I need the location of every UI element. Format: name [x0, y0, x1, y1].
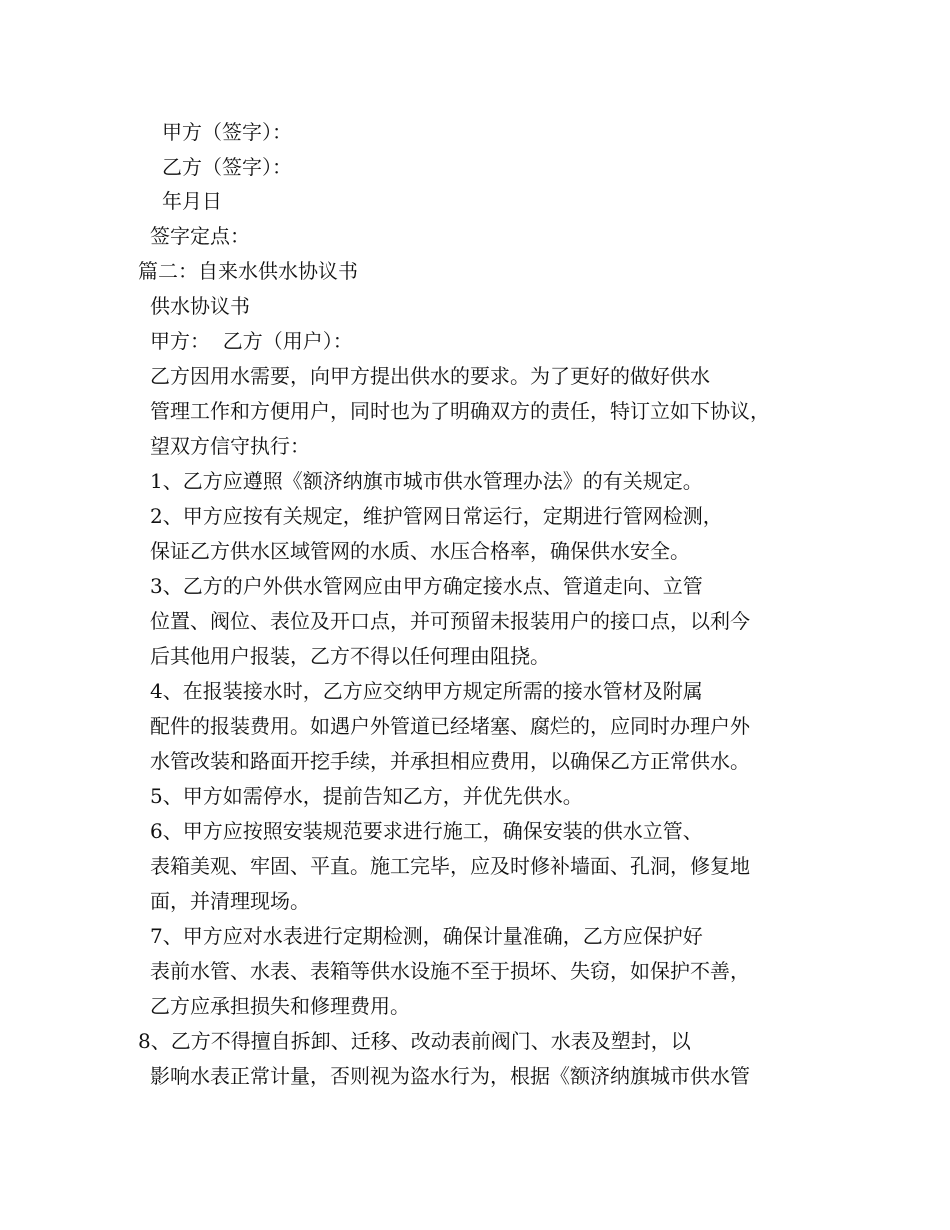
clause-line: 6、甲方应按照安装规范要求进行施工，确保安装的供水立管、: [150, 819, 703, 843]
signature-date: 年月日: [162, 189, 222, 213]
clause-line: 水管改装和路面开挖手续，并承担相应费用，以确保乙方正常供水。: [150, 749, 750, 773]
clause-line: 表箱美观、牢固、平直。施工完毕，应及时修补墙面、孔洞，修复地: [150, 854, 750, 878]
clause-line: 面，并清理现场。: [150, 889, 310, 913]
clause-line: 影响水表正常计量，否则视为盗水行为，根据《额济纳旗城市供水管: [150, 1064, 750, 1088]
clause-line: 3、乙方的户外供水管网应由甲方确定接水点、管道走向、立管: [150, 574, 703, 598]
clause-line: 配件的报装费用。如遇户外管道已经堵塞、腐烂的，应同时办理户外: [150, 714, 750, 738]
clause-line: 表前水管、水表、表箱等供水设施不至于损坏、失窃，如保护不善，: [150, 959, 750, 983]
clause-line: 8、乙方不得擅自拆卸、迁移、改动表前阀门、水表及塑封，以: [138, 1029, 691, 1053]
parties-line: 甲方： 乙方（用户）：: [150, 329, 353, 353]
clause-line: 2、甲方应按有关规定，维护管网日常运行，定期进行管网检测，: [150, 504, 723, 528]
agreement-title: 供水协议书: [150, 294, 250, 318]
signature-place: 签字定点：: [150, 224, 250, 248]
clause-line: 4、在报装接水时，乙方应交纳甲方规定所需的接水管材及附属: [150, 679, 703, 703]
clause-line: 位置、阀位、表位及开口点，并可预留未报装用户的接口点，以利今: [150, 609, 750, 633]
signature-party-a: 甲方（签字）：: [162, 120, 292, 144]
paragraph-line: 乙方因用水需要，向甲方提出供水的要求。为了更好的做好供水: [150, 364, 710, 388]
clause-line: 5、甲方如需停水，提前告知乙方，并优先供水。: [150, 784, 583, 808]
clause-line: 乙方应承担损失和修理费用。: [150, 994, 410, 1018]
section-heading: 篇二：自来水供水协议书: [138, 259, 358, 283]
clause-line: 保证乙方供水区域管网的水质、水压合格率，确保供水安全。: [150, 539, 690, 563]
clause-line: 7、甲方应对水表进行定期检测，确保计量准确，乙方应保护好: [150, 924, 703, 948]
paragraph-line: 望双方信守执行：: [150, 434, 310, 458]
clause-line: 后其他用户报装，乙方不得以任何理由阻挠。: [150, 644, 550, 668]
paragraph-line: 管理工作和方便用户，同时也为了明确双方的责任，特订立如下协议，: [150, 399, 770, 423]
signature-party-b: 乙方（签字）：: [162, 155, 292, 179]
clause-line: 1、乙方应遵照《额济纳旗市城市供水管理办法》的有关规定。: [150, 469, 703, 493]
